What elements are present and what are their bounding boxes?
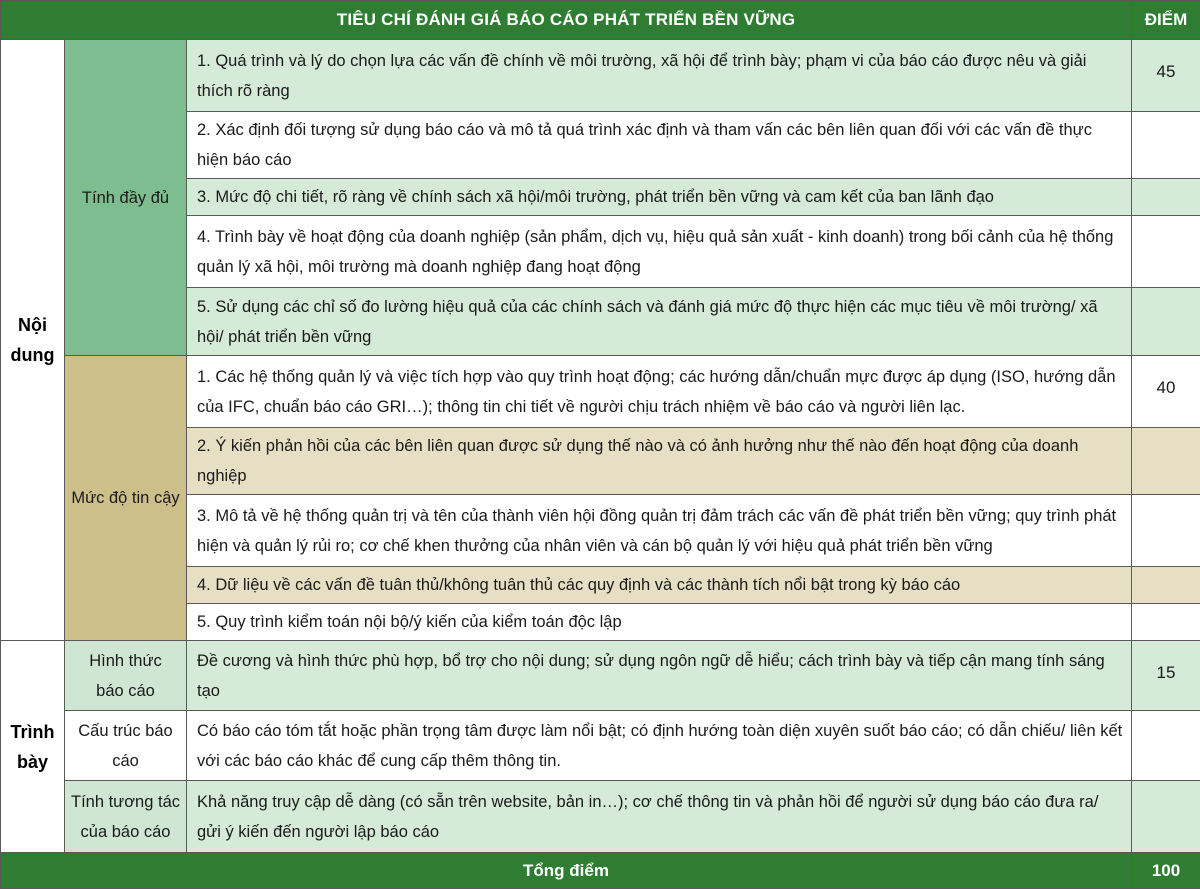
criterion-text: 3. Mức độ chi tiết, rõ ràng về chính sách xã hội/môi trường, phát triển bền vững và cam kết của ban lãnh đạo	[187, 179, 1132, 216]
score-cell	[1132, 216, 1200, 288]
subcategory-tinh-tuong-tac: Tính tương tác của báo cáo	[65, 781, 187, 853]
total-label: Tổng điểm	[1, 853, 1132, 889]
table-row	[1, 40, 1200, 112]
criterion-text: 1. Quá trình và lý do chọn lựa các vấn đề chính về môi trường, xã hội để trình bày; phạm vi của báo cáo được nêu và giải thích rõ ràng	[187, 40, 1132, 112]
score-cell	[1132, 604, 1200, 641]
table-header-row	[1, 1, 1200, 40]
score-column-header: ĐIỂM	[1132, 1, 1200, 40]
score-cell: 15	[1132, 641, 1200, 711]
subcategory-hinh-thuc: Hình thức báo cáo	[65, 641, 187, 711]
subcategory-tinh-day-du: Tính đầy đủ	[65, 40, 187, 356]
criterion-text: 2. Ý kiến phản hồi của các bên liên quan được sử dụng thế nào và có ảnh hưởng như thế nào đến hoạt động của doanh nghiệp	[187, 428, 1132, 495]
score-cell	[1132, 428, 1200, 495]
subcategory-muc-do-tin-cay: Mức độ tin cậy	[65, 356, 187, 641]
score-cell	[1132, 495, 1200, 567]
score-cell	[1132, 781, 1200, 853]
criterion-text: 4. Dữ liệu về các vấn đề tuân thủ/không tuân thủ các quy định và các thành tích nổi bật trong kỳ báo cáo	[187, 567, 1132, 604]
criterion-text: 5. Sử dụng các chỉ số đo lường hiệu quả của các chính sách và đánh giá mức độ thực hiện các mục tiêu về môi trường/ xã hội/ phát triển bền vững	[187, 288, 1132, 356]
criterion-text: 1. Các hệ thống quản lý và việc tích hợp vào quy trình hoạt động; các hướng dẫn/chuẩn mực được áp dụng (ISO, hướng dẫn của IFC, chuẩn báo cáo GRI…); thông tin chi tiết về người chịu trách nhiệm về báo cáo và người liên lạc.	[187, 356, 1132, 428]
score-cell	[1132, 179, 1200, 216]
total-row	[1, 853, 1200, 889]
criterion-text: 2. Xác định đối tượng sử dụng báo cáo và mô tả quá trình xác định và tham vấn các bên liên quan đối với các vấn đề thực hiện báo cáo	[187, 112, 1132, 179]
score-cell	[1132, 288, 1200, 356]
score-cell	[1132, 567, 1200, 604]
criterion-text: 5. Quy trình kiểm toán nội bộ/ý kiến của kiểm toán độc lập	[187, 604, 1132, 641]
score-cell: 40	[1132, 356, 1200, 428]
table-row	[1, 711, 1200, 781]
criterion-text: Có báo cáo tóm tắt hoặc phần trọng tâm được làm nổi bật; có định hướng toàn diện xuyên suốt báo cáo; có dẫn chiếu/ liên kết với các báo cáo khác để cung cấp thêm thông tin.	[187, 711, 1132, 781]
category-noi-dung: Nội dung	[1, 40, 65, 641]
criterion-text: 4. Trình bày về hoạt động của doanh nghiệp (sản phẩm, dịch vụ, hiệu quả sản xuất - kinh doanh) trong bối cảnh của hệ thống quản lý xã hội, môi trường mà doanh nghiệp đang hoạt động	[187, 216, 1132, 288]
table-row	[1, 356, 1200, 428]
score-cell	[1132, 711, 1200, 781]
total-score: 100	[1132, 853, 1200, 889]
subcategory-cau-truc: Cấu trúc báo cáo	[65, 711, 187, 781]
criterion-text: Đề cương và hình thức phù hợp, bổ trợ cho nội dung; sử dụng ngôn ngữ dễ hiểu; cách trình bày và tiếp cận mang tính sáng tạo	[187, 641, 1132, 711]
score-cell: 45	[1132, 40, 1200, 112]
table-title: TIÊU CHÍ ĐÁNH GIÁ BÁO CÁO PHÁT TRIỂN BỀN VỮNG	[1, 1, 1132, 40]
criterion-text: 3. Mô tả về hệ thống quản trị và tên của thành viên hội đồng quản trị đảm trách các vấn đề phát triển bền vững; quy trình phát hiện và quản lý rủi ro; cơ chế khen thưởng của nhân viên và cán bộ quản lý với hiệu quả phát triển bền vững	[187, 495, 1132, 567]
category-trinh-bay: Trình bày	[1, 641, 65, 853]
table-row	[1, 641, 1200, 711]
criterion-text: Khả năng truy cập dễ dàng (có sẵn trên website, bản in…); cơ chế thông tin và phản hồi để người sử dụng báo cáo đưa ra/ gửi ý kiến đến người lập báo cáo	[187, 781, 1132, 853]
table-row	[1, 781, 1200, 853]
score-cell	[1132, 112, 1200, 179]
